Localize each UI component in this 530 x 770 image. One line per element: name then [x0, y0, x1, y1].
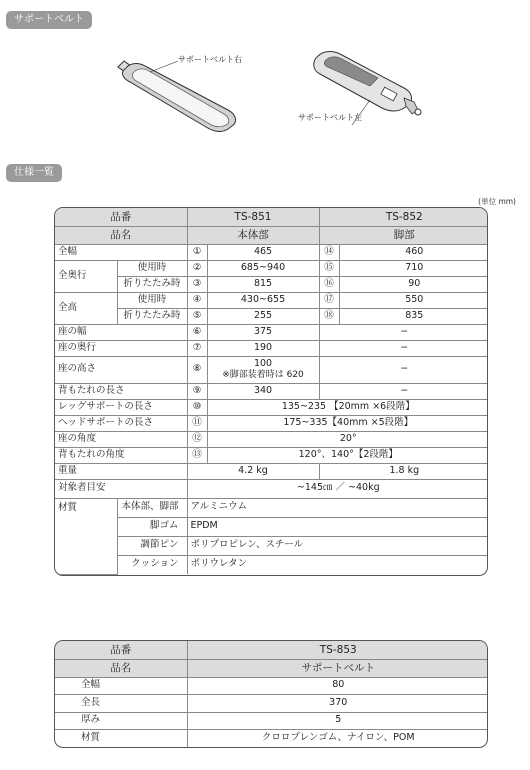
value-ts851: 190 [207, 340, 319, 356]
table-row [55, 677, 488, 695]
value-ts851: 255 [207, 308, 319, 324]
value-ts852: 550 [339, 292, 488, 308]
value-ts851: 815 [207, 276, 319, 292]
row-sublabel: 使用時 [117, 292, 187, 308]
value-ts852: 835 [339, 308, 488, 324]
value-ts851: 430~655 [207, 292, 319, 308]
table-row [55, 463, 488, 479]
row-label: 厚み [55, 712, 187, 730]
header-ts851: TS-851 [187, 208, 319, 226]
value-merged: 175~335【40mm ×5段階】 [207, 415, 488, 431]
header-row-hinban [55, 208, 488, 226]
item-number: ⑥ [187, 324, 207, 340]
item-number: ⑱ [319, 308, 339, 324]
material-part: 調節ピン [117, 536, 187, 555]
table-row [55, 517, 488, 536]
row-label: 座の角度 [55, 431, 187, 447]
header-ts852: TS-852 [319, 208, 488, 226]
material-value: EPDM [187, 517, 488, 536]
value-ts851: 4.2 kg [187, 463, 319, 479]
table-row [55, 244, 488, 260]
row-label: 座の幅 [55, 324, 187, 340]
row-label: 背もたれの角度 [55, 447, 187, 463]
value-ts852: − [319, 356, 488, 383]
table-row [55, 415, 488, 431]
value-main: 100 [253, 357, 273, 369]
value-ts852: 90 [339, 276, 488, 292]
row-label: 座の奥行 [55, 340, 187, 356]
header-hinmei: 品名 [55, 659, 187, 677]
section-tag-support-belt: サポートベルト [6, 11, 92, 29]
header-row-hinban [55, 641, 488, 659]
table-row [55, 431, 488, 447]
value-merged: 20° [207, 431, 488, 447]
header-hinban: 品番 [55, 208, 187, 226]
header-hontai: 本体部 [187, 226, 319, 244]
value-ts851: 685~940 [207, 260, 319, 276]
item-number: ⑨ [187, 383, 207, 399]
table-row [55, 399, 488, 415]
header-hinmei: 品名 [55, 226, 187, 244]
item-number: ⑬ [187, 447, 207, 463]
table-row [55, 555, 488, 574]
row-label: 材質 [55, 498, 117, 574]
value-ts852: − [319, 340, 488, 356]
material-value: ポリプロピレン、スチール [187, 536, 488, 555]
item-number: ⑭ [319, 244, 339, 260]
row-label: 全幅 [55, 244, 187, 260]
item-number: ⑫ [187, 431, 207, 447]
value-ts851: 340 [207, 383, 319, 399]
row-value: 370 [187, 695, 488, 713]
row-label: 背もたれの長さ [55, 383, 187, 399]
row-value: 80 [187, 677, 488, 695]
value-ts852: − [319, 383, 488, 399]
header-kyakubu: 脚部 [319, 226, 488, 244]
row-label: 対象者目安 [55, 479, 187, 498]
header-ts853: TS-853 [187, 641, 488, 659]
value-ts851: 465 [207, 244, 319, 260]
material-part: 本体部、脚部 [117, 498, 187, 517]
support-belt-drawing [0, 30, 530, 140]
table-row [55, 730, 488, 748]
item-number: ⑮ [319, 260, 339, 276]
row-label: レッグサポートの長さ [55, 399, 187, 415]
row-label: ヘッドサポートの長さ [55, 415, 187, 431]
support-belt-right-image [118, 61, 235, 131]
item-number: ③ [187, 276, 207, 292]
table-row [55, 292, 488, 308]
header-support-belt: サポートベルト [187, 659, 488, 677]
header-row-hinmei [55, 659, 488, 677]
table-row [55, 276, 488, 292]
item-number: ⑦ [187, 340, 207, 356]
row-label: 重量 [55, 463, 187, 479]
material-part: 脚ゴム [117, 517, 187, 536]
row-sublabel: 使用時 [117, 260, 187, 276]
table-row [55, 308, 488, 324]
spec-table-ts853 [54, 640, 488, 748]
material-value: ポリウレタン [187, 555, 488, 574]
table-row [55, 498, 488, 517]
support-belt-left-label: サポートベルト左 [298, 113, 362, 122]
row-label: 全奥行 [55, 260, 117, 292]
item-number: ⑯ [319, 276, 339, 292]
value-merged: 120°、140°【2段階】 [207, 447, 488, 463]
row-label: 座の高さ [55, 356, 187, 383]
material-part: クッション [117, 555, 187, 574]
material-value: アルミニウム [187, 498, 488, 517]
item-number: ⑪ [187, 415, 207, 431]
row-sublabel: 折りたたみ時 [117, 308, 187, 324]
table-row [55, 356, 488, 383]
row-value: クロロプレンゴム、ナイロン、POM [187, 730, 488, 748]
spec-table-ts851-ts852 [54, 207, 488, 576]
item-number: ⑤ [187, 308, 207, 324]
support-belt-illustrations [0, 30, 530, 140]
table-row [55, 447, 488, 463]
row-sublabel: 折りたたみ時 [117, 276, 187, 292]
item-number: ⑰ [319, 292, 339, 308]
value-ts851 [207, 356, 319, 383]
header-row-hinmei [55, 226, 488, 244]
table-row [55, 260, 488, 276]
row-label: 全高 [55, 292, 117, 324]
row-value: 5 [187, 712, 488, 730]
value-ts852: − [319, 324, 488, 340]
table-row [55, 712, 488, 730]
row-label: 材質 [55, 730, 187, 748]
value-note: ※脚部装着時は 620 [222, 369, 304, 380]
item-number: ④ [187, 292, 207, 308]
value-merged: ~145㎝ ／ ~40kg [187, 479, 488, 498]
unit-note: (単位 mm) [478, 197, 516, 206]
value-ts851: 375 [207, 324, 319, 340]
section-tag-spec-list: 仕様一覧 [6, 164, 62, 182]
value-ts852: 460 [339, 244, 488, 260]
row-label: 全長 [55, 695, 187, 713]
item-number: ① [187, 244, 207, 260]
item-number: ② [187, 260, 207, 276]
row-label: 全幅 [55, 677, 187, 695]
table-row [55, 340, 488, 356]
value-ts852: 710 [339, 260, 488, 276]
support-belt-right-label: サポートベルト右 [178, 55, 242, 64]
item-number: ⑩ [187, 399, 207, 415]
header-hinban: 品番 [55, 641, 187, 659]
table-row [55, 536, 488, 555]
table-row [55, 383, 488, 399]
item-number: ⑧ [187, 356, 207, 383]
table-row [55, 695, 488, 713]
value-ts852: 1.8 kg [319, 463, 488, 479]
value-merged: 135~235 【20mm ×6段階】 [207, 399, 488, 415]
table-row [55, 324, 488, 340]
table-row [55, 479, 488, 498]
